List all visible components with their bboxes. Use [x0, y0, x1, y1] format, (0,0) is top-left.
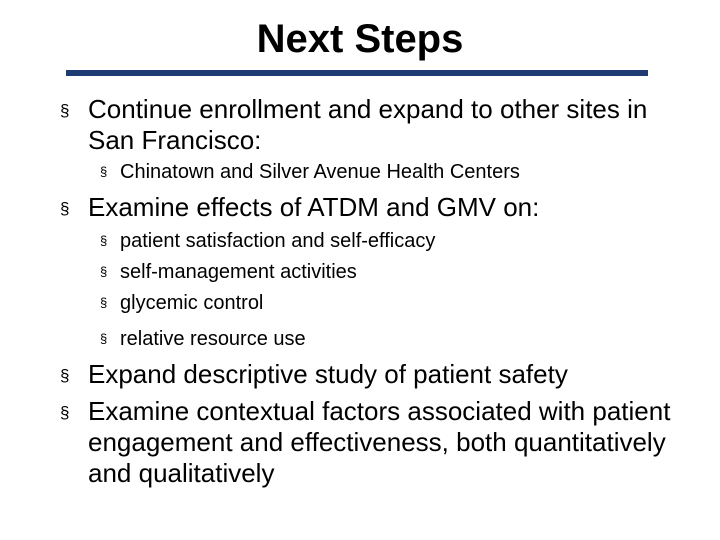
bullet-item: [60, 396, 680, 489]
bullet-icon: §: [60, 366, 70, 385]
sub-bullet-icon: §: [100, 295, 108, 310]
sub-bullet-item: [100, 160, 680, 184]
sub-bullet-item: [100, 327, 680, 351]
sub-bullet-icon: §: [100, 264, 108, 279]
bullet-icon: §: [60, 403, 70, 422]
sub-bullet-item: [100, 291, 680, 315]
bullet-item: [60, 94, 680, 156]
bullet-icon: §: [60, 199, 70, 218]
sub-bullet-text: Chinatown and Silver Avenue Health Centers: [120, 161, 520, 183]
bullet-text: Expand descriptive study of patient safety: [88, 359, 568, 389]
sub-bullet-icon: §: [100, 164, 108, 179]
sub-bullet-item: [100, 229, 680, 253]
sub-bullet-text: patient satisfaction and self-efficacy: [120, 230, 436, 252]
title-underline: [66, 70, 648, 76]
sub-bullet-item: [100, 260, 680, 284]
sub-bullet-text: glycemic control: [120, 292, 264, 314]
bullet-text: Examine contextual factors associated with patient engagement and effectiveness, both quantitatively and qualitatively: [88, 396, 671, 488]
bullet-item: [60, 359, 680, 390]
sub-bullet-text: self-management activities: [120, 261, 357, 283]
bullet-icon: §: [60, 101, 70, 120]
bullet-item: [60, 192, 680, 223]
bullet-text: Continue enrollment and expand to other sites in San Francisco:: [88, 94, 648, 155]
sub-bullet-icon: §: [100, 233, 108, 248]
page-title: Next Steps: [256, 17, 464, 61]
sub-bullet-icon: §: [100, 331, 108, 346]
sub-bullet-text: relative resource use: [120, 328, 306, 350]
bullet-text: Examine effects of ATDM and GMV on:: [88, 192, 540, 222]
